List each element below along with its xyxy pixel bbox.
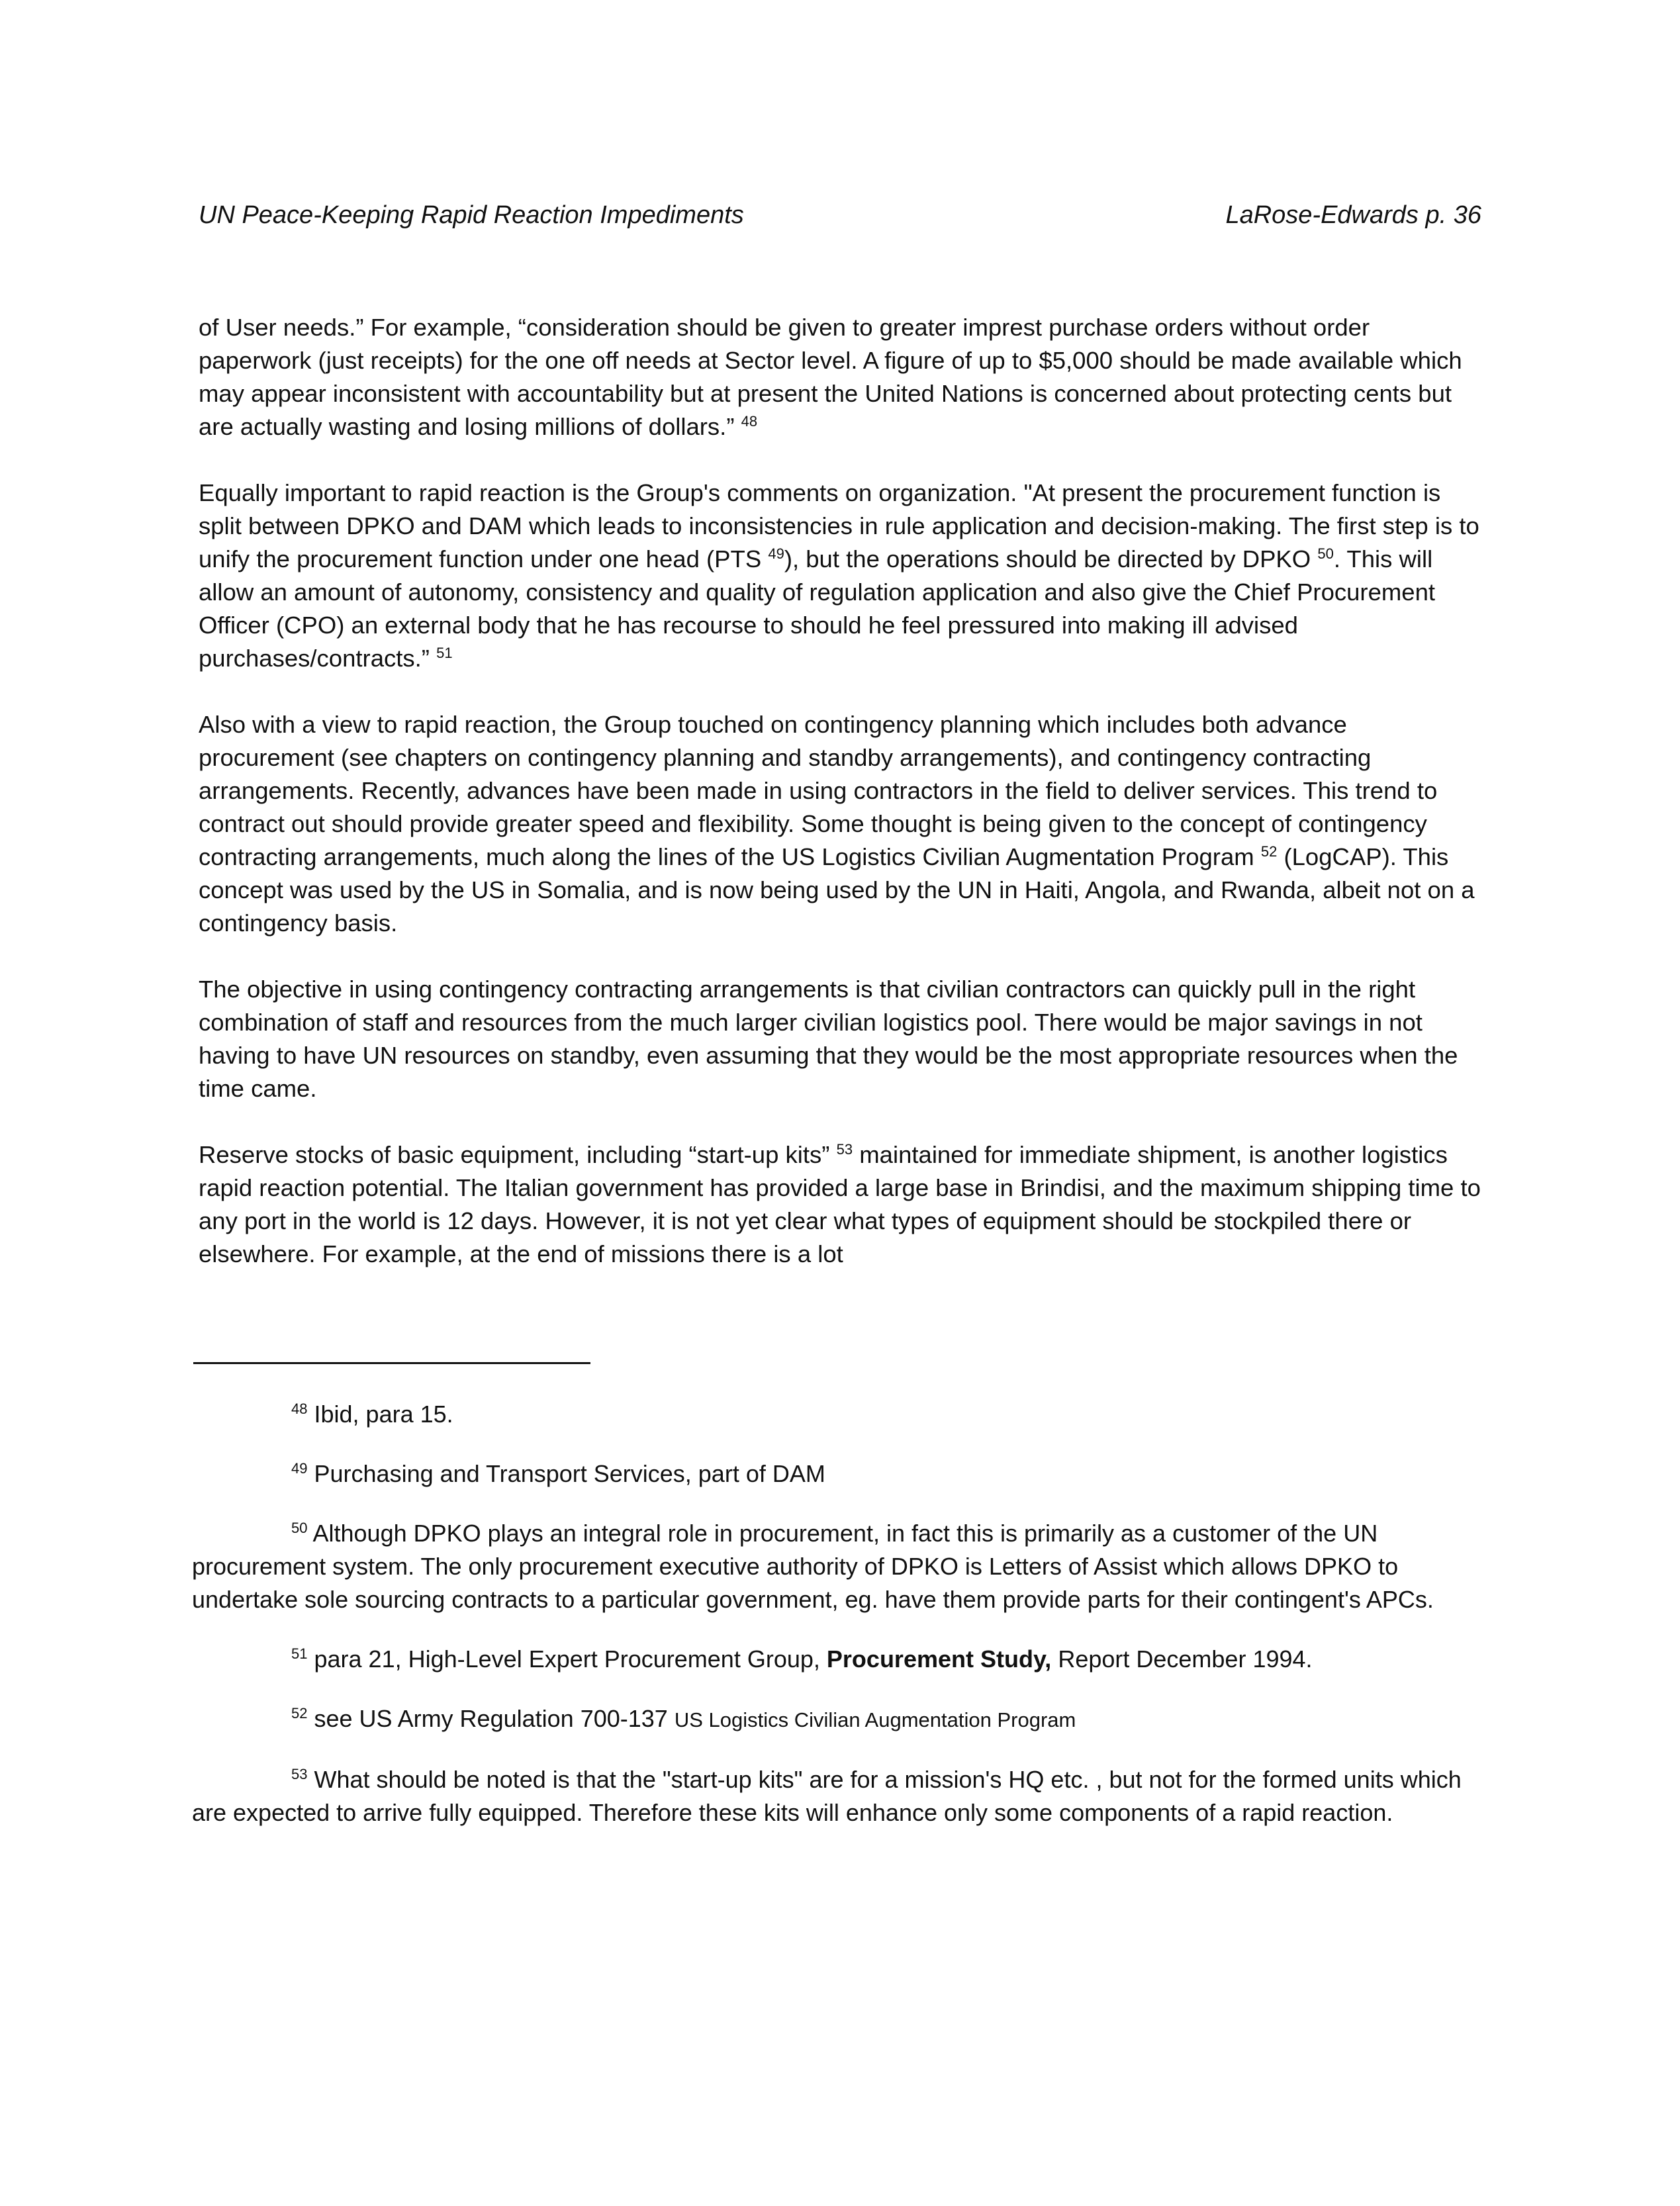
footnote-bold-title: Procurement Study,: [826, 1645, 1052, 1673]
footnote-separator: [193, 1362, 590, 1364]
footnote-small-title: US Logistics Civilian Augmentation Program: [674, 1708, 1076, 1731]
footnote-51: [192, 1643, 1483, 1676]
footnote-ref-51: 51: [436, 644, 453, 661]
footnote-number: 53: [291, 1766, 308, 1782]
footnote-ref-52: 52: [1260, 843, 1278, 860]
footnote-50: [192, 1517, 1483, 1616]
header-title: UN Peace-Keeping Rapid Reaction Impediments: [199, 201, 744, 229]
footnote-number: 48: [291, 1401, 308, 1417]
footnote-ref-53: 53: [836, 1140, 853, 1158]
header-author-page: LaRose-Edwards p. 36: [1225, 201, 1481, 229]
footnote-text: Although DPKO plays an integral role in procurement, in fact this is primarily as a customer of the UN procurement system. The only procurement executive authority of DPKO is Letters of Assist which allows DPKO to undertake sole sourcing contracts to a particular government, eg. have them provide parts for their contingent's APCs.: [192, 1520, 1434, 1613]
paragraph-1-text: of User needs.” For example, “consideration should be given to greater imprest purchase orders without order paperwork (just receipts) for the one off needs at Sector level. A figure of up to $5,000 should be made available which may appear inconsistent with accountability but at present the United Nations is concerned about protecting cents but are actually wasting and losing millions of dollars.”: [199, 314, 1462, 440]
footnote-ref-48: 48: [741, 412, 758, 430]
footnote-number: 49: [291, 1460, 308, 1477]
body-text: [199, 311, 1483, 1304]
footnote-text: What should be noted is that the "start-up kits" are for a mission's HQ etc. , but not for the formed units which are expected to arrive fully equipped. Therefore these kits will enhance only some components of a rapid reaction.: [192, 1766, 1462, 1826]
paragraph-2: [199, 477, 1483, 675]
footnote-48: [192, 1398, 1483, 1431]
footnote-text: Ibid, para 15.: [314, 1401, 453, 1428]
footnote-number: 52: [291, 1705, 308, 1722]
footnote-number: 51: [291, 1645, 308, 1662]
paragraph-4: [199, 973, 1483, 1105]
footnote-ref-50: 50: [1317, 545, 1334, 562]
paragraph-3-text-b: (LogCAP). This concept was used by the US in Somalia, and is now being used by the UN in Haiti, Angola, and Rwanda, albeit not on a contingency basis.: [199, 843, 1475, 937]
paragraph-5: [199, 1138, 1483, 1271]
paragraph-1: [199, 311, 1483, 443]
paragraph-2-text-c: . This will allow an amount of autonomy, consistency and quality of regulation application and also give the Chief Procurement Officer (CPO) an external body that he has recourse to should he feel pressured into making ill advised purchases/contracts.”: [199, 545, 1436, 672]
paragraph-4-text: The objective in using contingency contracting arrangements is that civilian contractors can quickly pull in the right combination of staff and resources from the much larger civilian logistics pool. There would be major savings in not having to have UN resources on standby, even assuming that they would be the most appropriate resources when the time came.: [199, 976, 1458, 1102]
paragraph-5-text-b: maintained for immediate shipment, is another logistics rapid reaction potential. The Italian government has provided a large base in Brindisi, and the maximum shipping time to any port in the world is 12 days. However, it is not yet clear what types of equipment should be stockpiled there or elsewhere. For example, at the end of missions there is a lot: [199, 1141, 1481, 1267]
footnote-text: para 21, High-Level Expert Procurement Group,: [314, 1645, 820, 1673]
footnote-number: 50: [291, 1520, 308, 1536]
paragraph-3-text-a: Also with a view to rapid reaction, the Group touched on contingency planning which includes both advance procurement (see chapters on contingency planning and standby arrangements), and contingency contracting arrangements. Recently, advances have been made in using contractors in the field to deliver services. This trend to contract out should provide greater speed and flexibility. Some thought is being given to the concept of contingency contracting arrangements, much along the lines of the US Logistics Civilian Augmentation Program: [199, 711, 1438, 870]
footnote-text: Report December 1994.: [1058, 1645, 1313, 1673]
paragraph-2-text-a: Equally important to rapid reaction is the Group's comments on organization. "At present the procurement function is split between DPKO and DAM which leads to inconsistencies in rule application and decision-making. The first step is to unify the procurement function under one head (PTS: [199, 479, 1479, 573]
footnote-52: [192, 1702, 1483, 1737]
footnote-53: [192, 1763, 1483, 1829]
footnote-ref-49: 49: [768, 545, 784, 562]
footnote-text: Purchasing and Transport Services, part of DAM: [314, 1460, 825, 1487]
paragraph-2-text-b: ), but the operations should be directed by DPKO: [784, 545, 1311, 573]
footnote-49: [192, 1457, 1483, 1491]
footnotes: [192, 1398, 1483, 1856]
footnote-text: see US Army Regulation 700-137: [314, 1705, 668, 1732]
paragraph-5-text-a: Reserve stocks of basic equipment, including “start-up kits”: [199, 1141, 830, 1168]
paragraph-3: [199, 708, 1483, 940]
